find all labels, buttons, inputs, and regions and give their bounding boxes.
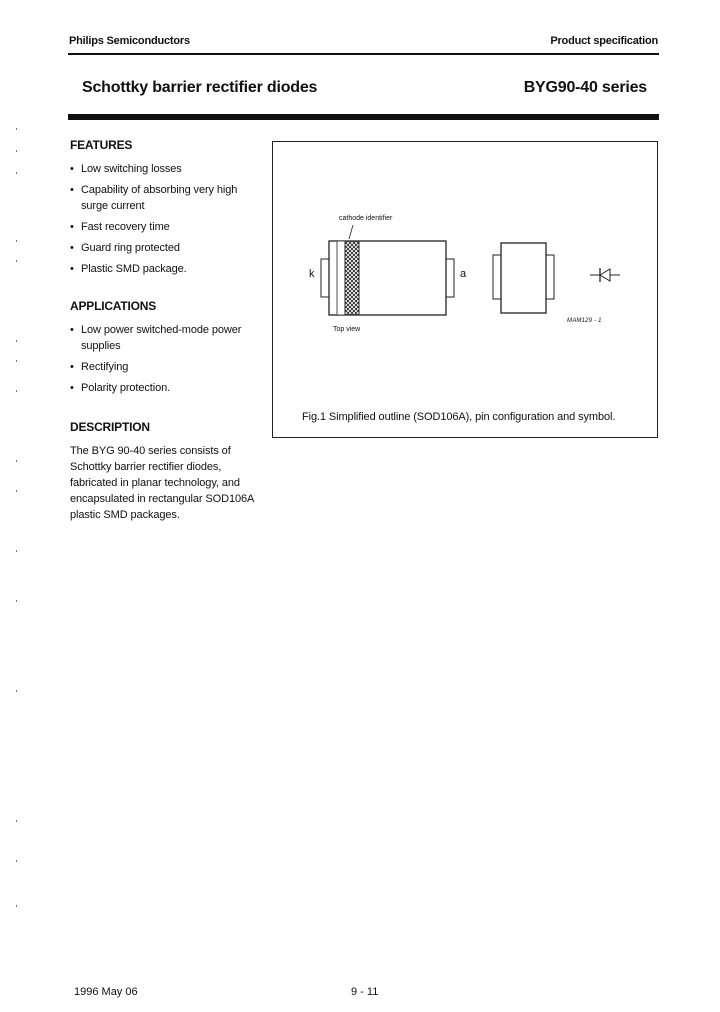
cathode-band [345, 241, 359, 315]
features-list [70, 161, 260, 282]
series-title: BYG90-40 series [523, 79, 647, 96]
list-item: • Guard ring protected [70, 240, 260, 256]
list-item: • Polarity protection. [70, 380, 260, 396]
top-view-package [321, 225, 454, 315]
page-title: Schottky barrier rectifier diodes [82, 79, 318, 96]
package-outline-drawing [272, 141, 658, 438]
features-heading: FEATURES [70, 138, 133, 152]
diode-symbol-icon [590, 268, 620, 282]
cathode-leader-line [349, 225, 353, 239]
list-item: • Plastic SMD package. [70, 261, 260, 277]
page-number: 9 - 11 [351, 986, 379, 998]
cathode-identifier-label: cathode identifier [339, 215, 393, 222]
list-item: • Low switching losses [70, 161, 260, 177]
description-heading: DESCRIPTION [70, 420, 150, 434]
applications-list [70, 322, 260, 401]
list-item: • Low power switched-mode power supplies [70, 322, 260, 354]
list-item: • Capability of absorbing very high surge current [70, 182, 260, 214]
list-item: • Fast recovery time [70, 219, 260, 235]
company-name: Philips Semiconductors [69, 35, 190, 47]
list-item: • Rectifying [70, 359, 260, 375]
applications-heading: APPLICATIONS [70, 299, 157, 313]
figure-caption: Fig.1 Simplified outline (SOD106A), pin configuration and symbol. [302, 411, 616, 423]
footer-date: 1996 May 06 [74, 986, 138, 998]
title-rule [68, 114, 659, 120]
document-type: Product specification [550, 35, 658, 47]
drawing-code: MAM129 - 1 [567, 318, 602, 324]
side-view-package [493, 243, 554, 313]
pin-a-label: a [460, 268, 467, 280]
pin-k-label: k [309, 268, 315, 280]
header-rule [68, 53, 659, 55]
description-text: The BYG 90-40 series consists of Schottky barrier rectifier diodes, fabricated in planar technology, and encapsulated in rectangular SOD106A plastic SMD packages. [70, 445, 254, 521]
top-view-label: Top view [333, 326, 361, 333]
